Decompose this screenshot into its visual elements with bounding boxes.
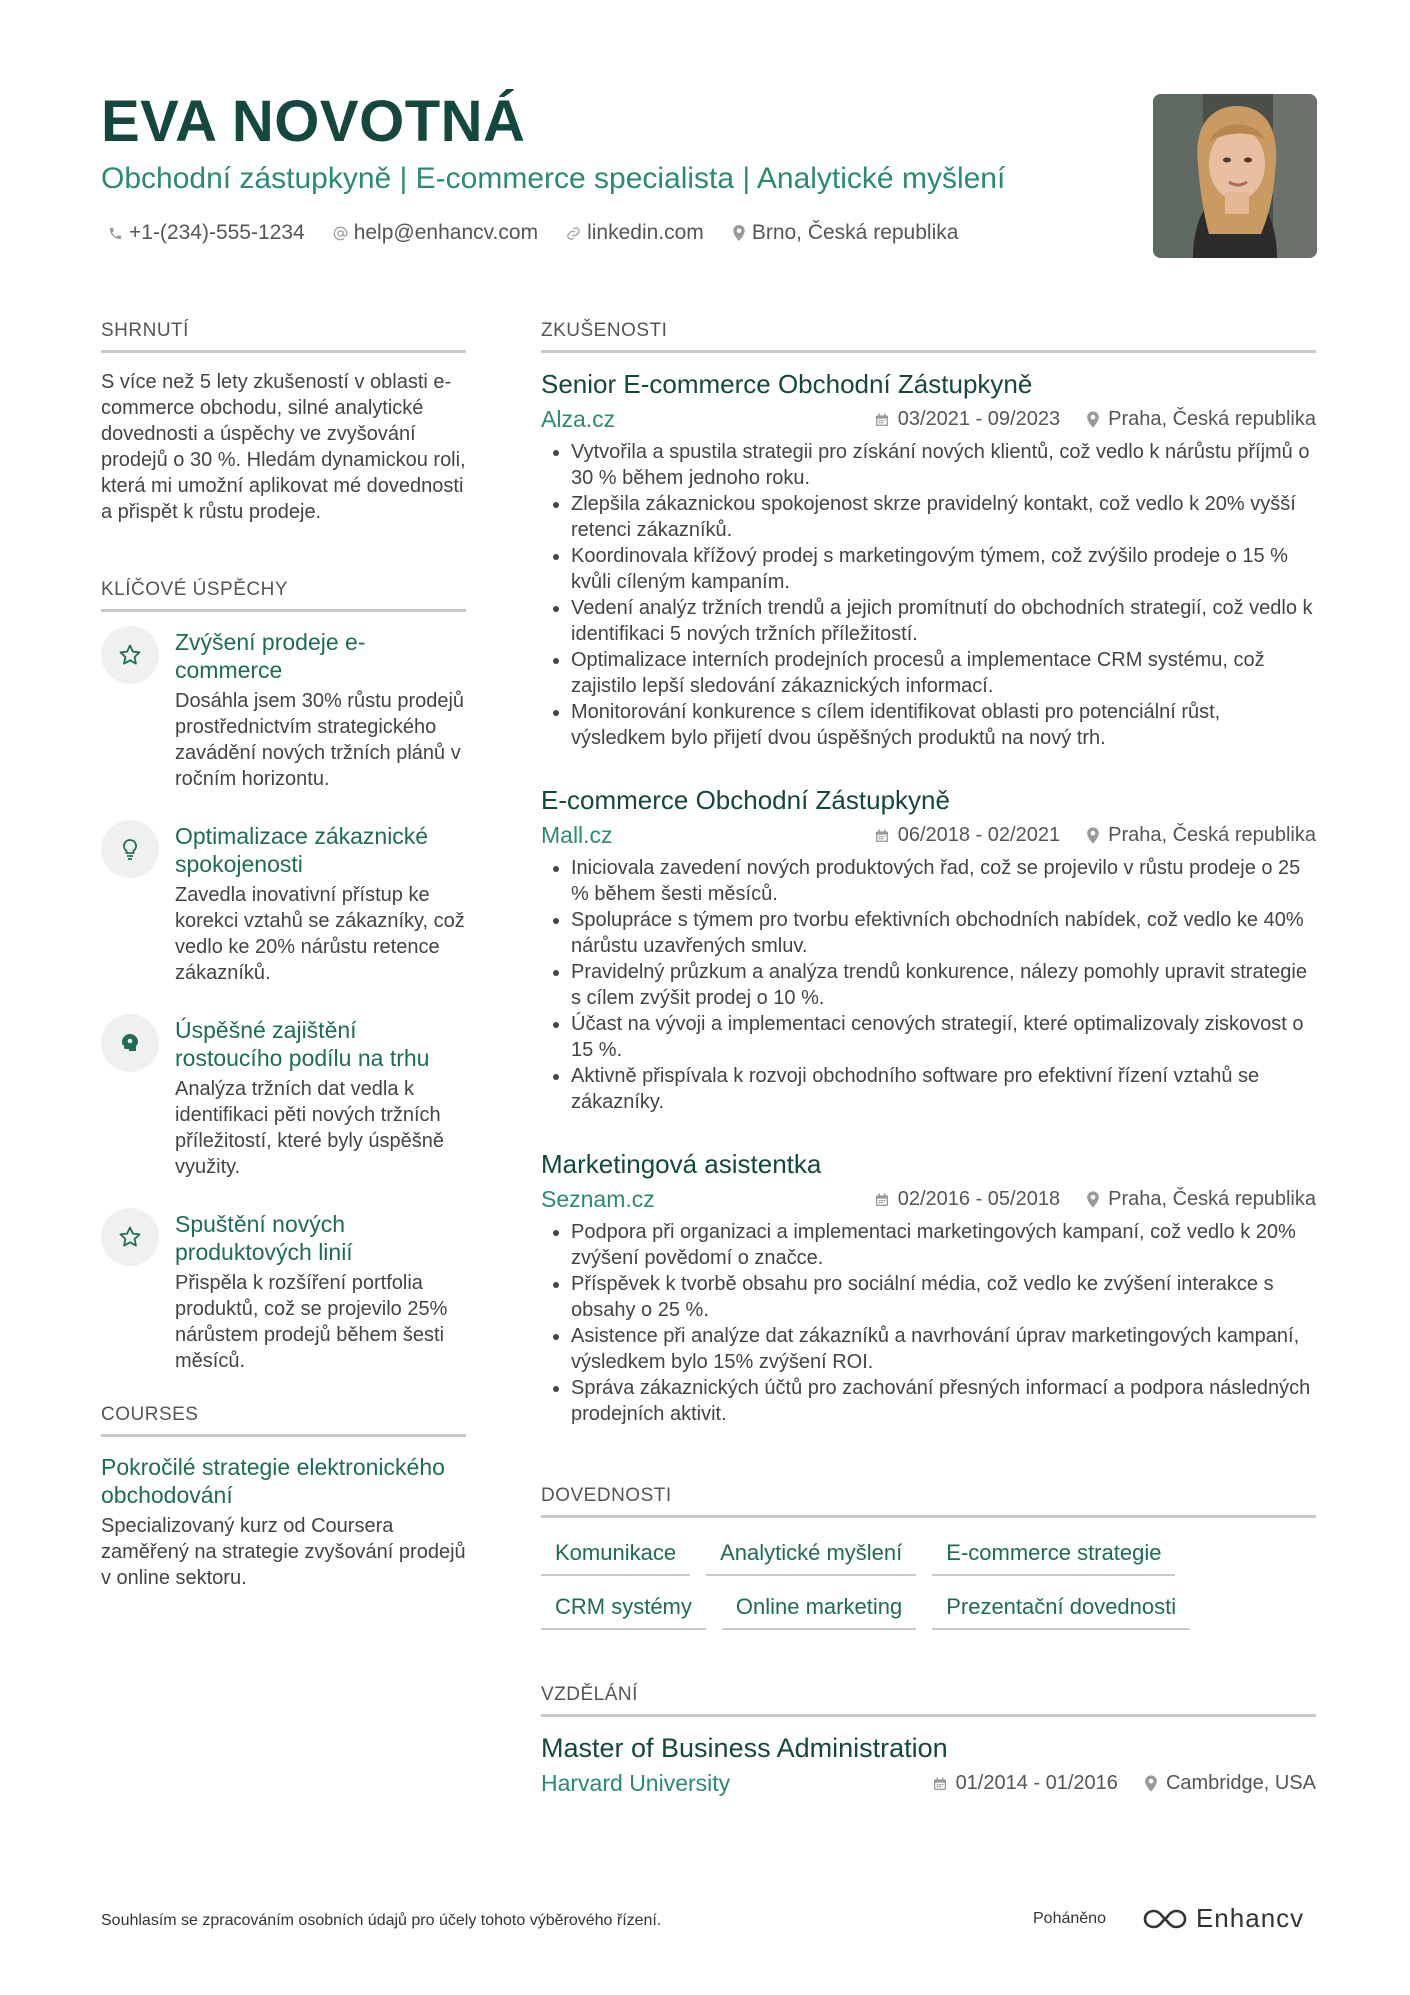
summary-heading: SHRNUTÍ — [101, 320, 466, 353]
job-company: Alza.cz — [541, 406, 616, 432]
job-location: Praha, Česká republika — [1108, 1188, 1316, 1210]
job-bullet: • Příspěvek k tvorbě obsahu pro sociální média, což vedlo ke zvýšení interakce s obsahy o 25 %. — [571, 1271, 1316, 1323]
job-bullets — [541, 855, 1316, 1115]
link-icon — [566, 226, 581, 241]
star-icon — [101, 626, 159, 684]
map-pin-icon — [1086, 411, 1100, 428]
contact-phone[interactable] — [108, 221, 305, 245]
job-bullets — [541, 439, 1316, 751]
achievement-desc: Analýza tržních dat vedla k identifikaci pěti nových tržních příležitostí, které byly úspěšně využity. — [175, 1078, 445, 1178]
location-text: Brno, Česká republika — [751, 221, 959, 244]
skill-tag: Prezentační dovednosti — [932, 1588, 1190, 1630]
calendar-icon — [874, 412, 890, 428]
calendar-icon — [932, 1776, 948, 1792]
contact-location — [732, 221, 959, 245]
email-text: help@enhancv.com — [353, 221, 539, 244]
job-meta — [541, 822, 1316, 849]
contact-linkedin[interactable] — [566, 221, 704, 245]
skill-tag: Komunikace — [541, 1534, 690, 1576]
achievement-title: Optimalizace zákaznické spokojenosti — [175, 823, 429, 877]
job-dates: 03/2021 - 09/2023 — [897, 408, 1061, 430]
skill-tag: Online marketing — [722, 1588, 916, 1630]
job-location: Praha, Česká republika — [1108, 408, 1316, 430]
job-bullet: • Správa zákaznických účtů pro zachování přesných informací a podpora následných prodejních aktivit. — [571, 1375, 1316, 1427]
education-location: Cambridge, USA — [1165, 1772, 1316, 1794]
education-heading: VZDĚLÁNÍ — [541, 1684, 1316, 1717]
enhancv-logo-icon — [1142, 1907, 1188, 1931]
achievement-title: Zvýšení prodeje e-commerce — [175, 629, 366, 683]
at-icon — [333, 226, 348, 241]
brand-name: Enhancv — [1195, 1903, 1305, 1933]
job-title: E-commerce Obchodní Zástupkyně — [541, 785, 950, 815]
job-bullet: • Spolupráce s týmem pro tvorbu efektivních obchodních nabídek, což vedlo ke 40% nárůstu uzavřených smluv. — [571, 907, 1316, 959]
course-desc: Specializovaný kurz od Coursera zaměřený na strategie zvyšování prodejů v online sektoru. — [101, 1515, 466, 1589]
achievement-item — [101, 1210, 466, 1374]
job-meta — [541, 1186, 1316, 1213]
job-title: Marketingová asistentka — [541, 1149, 822, 1179]
job-bullet: • Koordinovala křížový prodej s marketingovým týmem, což zvýšilo prodeje o 15 % kvůli cíleným kampaním. — [571, 543, 1316, 595]
skill-tag: Analytické myšlení — [706, 1534, 916, 1576]
lightbulb-icon — [101, 820, 159, 878]
linkedin-text: linkedin.com — [587, 221, 704, 244]
job-bullet: • Iniciovala zavedení nových produktových řad, což se projevilo v růstu prodeje o 25 % během šesti měsíců. — [571, 855, 1316, 907]
candidate-name: EVA NOVOTNÁ — [101, 89, 526, 154]
head-gear-icon — [101, 1014, 159, 1072]
education-entry — [541, 1733, 1316, 1797]
job-bullet: • Pravidelný průzkum a analýza trendů konkurence, nálezy pomohly upravit strategie s cílem zvýšit prodej o 10 %. — [571, 959, 1316, 1011]
job-dates: 02/2016 - 05/2018 — [897, 1188, 1061, 1210]
job-company: Seznam.cz — [541, 1186, 655, 1212]
profile-photo — [1153, 94, 1317, 258]
course-title: Pokročilé strategie elektronického obchodování — [101, 1454, 445, 1508]
experience-heading: ZKUŠENOSTI — [541, 320, 1316, 353]
job-dates: 06/2018 - 02/2021 — [897, 824, 1061, 846]
skill-tag: CRM systémy — [541, 1588, 706, 1630]
map-pin-icon — [732, 225, 746, 241]
brand-logo[interactable] — [1142, 1903, 1304, 1934]
contact-email[interactable] — [333, 221, 538, 245]
job-bullet: • Účast na vývoji a implementaci cenových strategií, které optimalizovaly ziskovost o 15 %. — [571, 1011, 1316, 1063]
education-dates: 01/2014 - 01/2016 — [955, 1772, 1118, 1794]
education-meta — [541, 1770, 1316, 1797]
achievement-desc: Zavedla inovativní přístup ke korekci vztahů se zákazníky, což vedlo ke 20% nárůstu retence zákazníků. — [175, 884, 465, 984]
summary-text: S více než 5 lety zkušeností v oblasti e-commerce obchodu, silné analytické dovednosti a úspěchy ve zvyšování prodejů o 30 %. Hledám dynamickou roli, která mi umožní aplikovat mé dovednosti a přispět k růstu prodeje. — [101, 371, 466, 523]
achievement-desc: Dosáhla jsem 30% růstu prodejů prostřednictvím strategického zavádění nových tržních plánů v ročním horizontu. — [175, 690, 465, 790]
map-pin-icon — [1144, 1775, 1158, 1792]
skills-list — [541, 1534, 1261, 1630]
job-bullet: • Asistence při analýze dat zákazníků a navrhování úprav marketingových kampaní, výsledkem bylo 15% zvýšení ROI. — [571, 1323, 1316, 1375]
job-bullet: • Aktivně přispívala k rozvoji obchodního software pro efektivní řízení vztahů se zákazníky. — [571, 1063, 1316, 1115]
achievement-title: Úspěšné zajištění rostoucího podílu na trhu — [175, 1017, 430, 1071]
map-pin-icon — [1086, 827, 1100, 844]
calendar-icon — [874, 1192, 890, 1208]
achievement-title: Spuštění nových produktových linií — [175, 1211, 353, 1265]
job-bullet: • Vytvořila a spustila strategii pro získání nových klientů, což vedlo k nárůstu příjmů o 30 % během jednoho roku. — [571, 439, 1316, 491]
job-bullet: • Vedení analýz tržních trendů a jejich promítnutí do obchodních strategií, což vedlo k identifikaci 5 nových tržních příležitostí. — [571, 595, 1316, 647]
achievement-item — [101, 1016, 466, 1180]
job-company: Mall.cz — [541, 822, 613, 848]
courses-heading: COURSES — [101, 1404, 466, 1437]
education-degree: Master of Business Administration — [541, 1733, 948, 1763]
job-entry — [541, 369, 1316, 751]
phone-icon — [108, 226, 123, 241]
achievement-item — [101, 628, 466, 792]
job-meta — [541, 406, 1316, 433]
map-pin-icon — [1086, 1191, 1100, 1208]
calendar-icon — [874, 828, 890, 844]
footer-branding — [1033, 1903, 1304, 1934]
phone-text: +1-(234)-555-1234 — [129, 221, 305, 244]
skill-tag: E-commerce strategie — [932, 1534, 1175, 1576]
powered-by-label: Poháněno — [1033, 1909, 1106, 1927]
job-bullets — [541, 1219, 1316, 1427]
star-icon — [101, 1208, 159, 1266]
job-entry — [541, 785, 1316, 1115]
job-bullet: • Monitorování konkurence s cílem identifikovat oblasti pro potenciální růst, výsledkem bylo přijetí dvou úspěšných produktů na nový trh. — [571, 699, 1316, 751]
left-column — [101, 320, 466, 1591]
right-column — [541, 320, 1316, 1803]
job-bullet: • Optimalizace interních prodejních procesů a implementace CRM systému, což zajistilo lepší sledování zákaznických informací. — [571, 647, 1316, 699]
skills-heading: DOVEDNOSTI — [541, 1485, 1316, 1518]
candidate-subtitle: Obchodní zástupkyně | E-commerce specialista | Analytické myšlení — [101, 162, 1006, 195]
achievement-item — [101, 822, 466, 986]
job-bullet: • Zlepšila zákaznickou spokojenost skrze pravidelný kontakt, což vedlo k 20% vyšší retenci zákazníků. — [571, 491, 1316, 543]
job-location: Praha, Česká republika — [1108, 824, 1316, 846]
course-item — [101, 1453, 466, 1591]
achievements-heading: KLÍČOVÉ ÚSPĚCHY — [101, 579, 466, 612]
education-school: Harvard University — [541, 1770, 731, 1796]
job-bullet: • Podpora při organizaci a implementaci marketingových kampaní, což vedlo k 20% zvýšení povědomí o značce. — [571, 1219, 1316, 1271]
contact-bar — [108, 221, 958, 245]
consent-text: Souhlasím se zpracováním osobních údajů pro účely tohoto výběrového řízení. — [101, 1912, 662, 1929]
achievements-list — [101, 628, 466, 1374]
achievement-desc: Přispěla k rozšíření portfolia produktů, což se projevilo 25% nárůstem prodejů během šesti měsíců. — [175, 1272, 448, 1372]
job-title: Senior E-commerce Obchodní Zástupkyně — [541, 369, 1033, 399]
job-entry — [541, 1149, 1316, 1427]
